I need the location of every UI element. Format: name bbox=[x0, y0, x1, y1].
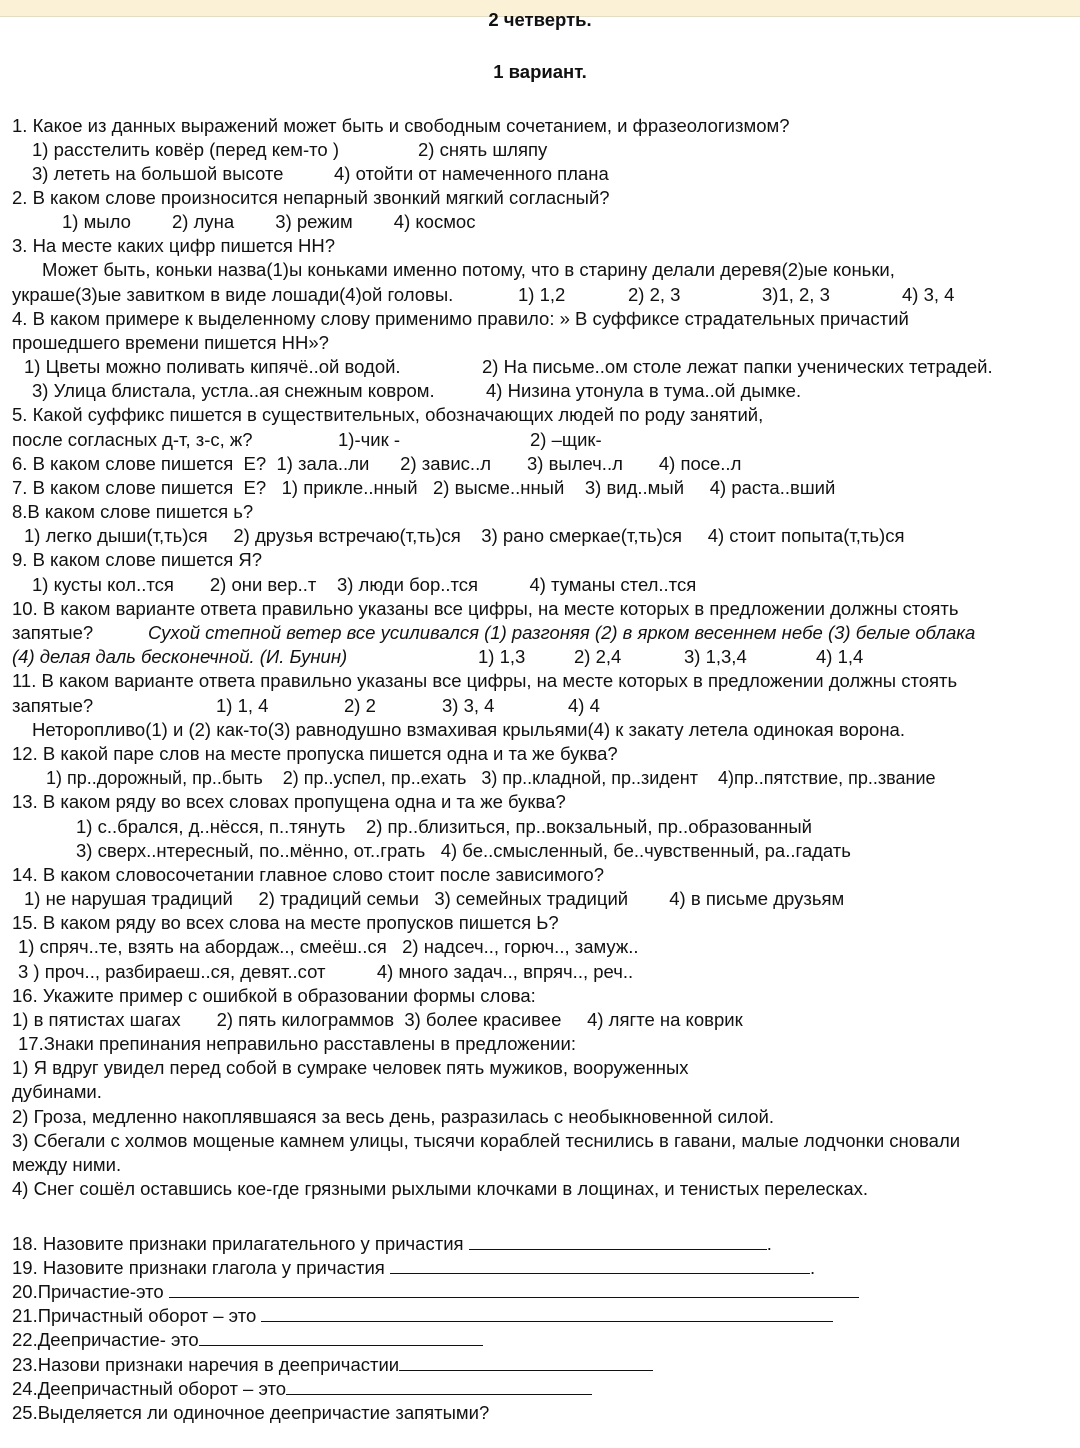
answer-line: 1) пр..дорожный, пр..быть 2) пр..успел, пр..ехать 3) пр..кладной, пр..зидент 4)пр..пятствие, пр..звание bbox=[46, 768, 936, 788]
answer-line: 2) Гроза, медленно накоплявшаяся за весь день, разразилась с необыкновенной силой. bbox=[12, 1106, 774, 1127]
answer-blank[interactable] bbox=[286, 1378, 592, 1395]
answer-line: 1) Цветы можно поливать кипячё..ой водой. bbox=[24, 356, 401, 377]
answer-line: 1) с..брался, д..нёсся, п..тянуть 2) пр..близиться, пр..вокзальный, пр..образованный bbox=[76, 816, 812, 837]
question-15: 15. В каком ряду во всех слова на месте пропусков пишется Ь? bbox=[12, 912, 559, 933]
question-2: 2. В каком слове произносится непарный звонкий мягкий согласный? bbox=[12, 187, 610, 208]
question-text: 19. Назовите признаки глагола у причастия bbox=[12, 1257, 385, 1278]
question-7: 7. В каком слове пишется Е? 1) прикле..нный 2) высме..нный 3) вид..мый 4) раста..вший bbox=[12, 477, 836, 498]
answer-option: 1) 1, 4 bbox=[216, 695, 269, 716]
answer-line: 1) Я вдруг увидел перед собой в сумраке человек пять мужиков, вооруженных bbox=[12, 1057, 689, 1078]
question-text: 22.Деепричастие- это bbox=[12, 1329, 199, 1350]
question-25: 25.Выделяется ли одиночное деепричастие запятыми? bbox=[12, 1402, 490, 1423]
answer-line: между ними. bbox=[12, 1154, 122, 1175]
question-text: после согласных д-т, з-с, ж? bbox=[12, 429, 253, 450]
answer-blank[interactable] bbox=[169, 1281, 859, 1298]
question-18 bbox=[12, 1232, 772, 1256]
answer-blank[interactable] bbox=[261, 1305, 833, 1322]
question-6: 6. В каком слове пишется Е? 1) зала..ли 2) завис..л 3) вылеч..л 4) посе..л bbox=[12, 453, 742, 474]
answer-option: 4) 3, 4 bbox=[902, 284, 955, 305]
answer-line: 4) Низина утонула в тума..ой дымке. bbox=[486, 380, 802, 401]
answer-option: 2) 2,4 bbox=[574, 646, 622, 667]
answer-option: 2) 2 bbox=[344, 695, 376, 716]
quoted-sentence: (4) делая даль бесконечной. (И. Бунин) bbox=[12, 646, 348, 667]
answer-line: 1) не нарушая традиций 2) традиций семьи 3) семейных традиций 4) в письме друзьям bbox=[24, 888, 845, 909]
answer-line: дубинами. bbox=[12, 1081, 102, 1102]
question-21 bbox=[12, 1304, 833, 1328]
variant-heading: 1 вариант. bbox=[493, 61, 587, 82]
question-24 bbox=[12, 1377, 592, 1401]
answer-line: 1) мыло 2) луна 3) режим 4) космос bbox=[62, 211, 476, 232]
question-10: 10. В каком варианте ответа правильно указаны все цифры, на месте которых в предложении должны стоять bbox=[12, 598, 959, 619]
question-14: 14. В каком словосочетании главное слово стоит после зависимого? bbox=[12, 864, 605, 885]
question-17: 17.Знаки препинания неправильно расставлены в предложении: bbox=[18, 1033, 576, 1054]
question-3: 3. На месте каких цифр пишется НН? bbox=[12, 235, 336, 256]
answer-line: 1) расстелить ковёр (перед кем-то ) bbox=[32, 139, 340, 160]
question-11: 11. В каком варианте ответа правильно указаны все цифры, на месте которых в предложении должны стоять bbox=[12, 670, 958, 691]
answer-option: 4) 4 bbox=[568, 695, 600, 716]
question-12: 12. В какой паре слов на месте пропуска пишется одна и та же буква? bbox=[12, 743, 618, 764]
answer-line: 1) кусты кол..тся 2) они вер..т 3) люди бор..тся 4) туманы стел..тся bbox=[32, 574, 697, 595]
question-text: 18. Назовите признаки прилагательного у причастия bbox=[12, 1233, 464, 1254]
question-13: 13. В каком ряду во всех словах пропущена одна и та же буква? bbox=[12, 791, 566, 812]
answer-option: 2) 2, 3 bbox=[628, 284, 681, 305]
blank-dot: . bbox=[766, 1233, 772, 1254]
answer-option: 1) 1,2 bbox=[518, 284, 566, 305]
answer-blank[interactable] bbox=[469, 1233, 767, 1250]
answer-blank[interactable] bbox=[399, 1354, 653, 1371]
answer-line: 1) в пятистах шагах 2) пять килограммов 3) более красивее 4) лягте на коврик bbox=[12, 1009, 743, 1030]
answer-line: 1) легко дыши(т,ть)ся 2) друзья встречаю(т,ть)ся 3) рано смеркае(т,ть)ся 4) стоит попыта(т,ть)ся bbox=[24, 525, 905, 546]
question-text: 21.Причастный оборот – это bbox=[12, 1305, 257, 1326]
answer-option: 1) 1,3 bbox=[478, 646, 526, 667]
question-text: запятые? bbox=[12, 695, 94, 716]
question-9: 9. В каком слове пишется Я? bbox=[12, 549, 263, 570]
quarter-heading: 2 четверть. bbox=[488, 9, 592, 30]
question-19 bbox=[12, 1256, 815, 1280]
answer-line: 3) Улица блистала, устла..ая снежным ковром. bbox=[32, 380, 435, 401]
answer-line: 4) Снег сошёл оставшись кое-где грязными рыхлыми клочками в лощинах, и тенистых перелесках. bbox=[12, 1178, 869, 1199]
question-20 bbox=[12, 1280, 859, 1304]
answer-line: 4) отойти от намеченного плана bbox=[334, 163, 609, 184]
quoted-sentence: Сухой степной ветер все усиливался (1) разгоняя (2) в ярком весеннем небе (3) белые облака bbox=[148, 622, 976, 643]
question-22 bbox=[12, 1328, 483, 1352]
question-text: 20.Причастие-это bbox=[12, 1281, 164, 1302]
answer-line: 3) лететь на большой высоте bbox=[32, 163, 284, 184]
question-text: 23.Назови признаки наречия в деепричастии bbox=[12, 1354, 400, 1375]
question-text: запятые? bbox=[12, 622, 94, 643]
answer-option: 2) –щик- bbox=[530, 429, 602, 450]
question-text: Может быть, коньки назва(1)ы коньками именно потому, что в старину делали деревя(2)ые коньки, bbox=[42, 259, 895, 280]
question-4: 4. В каком примере к выделенному слову применимо правило: » В суффиксе страдательных причастий bbox=[12, 308, 909, 329]
answer-line: 1) спряч..те, взять на абордаж.., смеёш..ся 2) надсеч.., горюч.., замуж.. bbox=[18, 936, 639, 957]
answer-option: 4) 1,4 bbox=[816, 646, 864, 667]
question-text: 24.Деепричастный оборот – это bbox=[12, 1378, 287, 1399]
question-5: 5. Какой суффикс пишется в существительных, обозначающих людей по роду занятий, bbox=[12, 404, 764, 425]
question-16: 16. Укажите пример с ошибкой в образовании формы слова: bbox=[12, 985, 536, 1006]
answer-line: 3 ) проч.., разбираеш..ся, девят..сот 4) много задач.., впряч.., реч.. bbox=[18, 961, 634, 982]
answer-option: 3) 1,3,4 bbox=[684, 646, 747, 667]
answer-line: 2) На письме..ом столе лежат папки ученических тетрадей. bbox=[482, 356, 993, 377]
answer-option: 3) 3, 4 bbox=[442, 695, 495, 716]
question-text: украше(3)ые завитком в виде лошади(4)ой головы. bbox=[12, 284, 454, 305]
question-text: Неторопливо(1) и (2) как-то(3) равнодушно взмахивая крыльями(4) к закату летела одинокая ворона. bbox=[32, 719, 905, 740]
answer-option: 1)-чик - bbox=[338, 429, 400, 450]
blank-dot: . bbox=[809, 1257, 816, 1278]
question-23 bbox=[12, 1353, 653, 1377]
answer-line: 2) снять шляпу bbox=[418, 139, 548, 160]
question-8: 8.В каком слове пишется ь? bbox=[12, 501, 254, 522]
question-text: прошедшего времени пишется НН»? bbox=[12, 332, 329, 353]
answer-option: 3)1, 2, 3 bbox=[762, 284, 830, 305]
answer-line: 3) Сбегали с холмов мощеные камнем улицы, тысячи кораблей теснились в гавани, малые лодчонки сновали bbox=[12, 1130, 961, 1151]
question-1: 1. Какое из данных выражений может быть и свободным сочетанием, и фразеологизмом? bbox=[12, 115, 790, 136]
answer-line: 3) сверх..нтересный, по..мённо, от..грать 4) бе..смысленный, бе..чувственный, ра..гадать bbox=[76, 840, 851, 861]
answer-blank[interactable] bbox=[390, 1257, 810, 1274]
answer-blank[interactable] bbox=[199, 1329, 483, 1346]
